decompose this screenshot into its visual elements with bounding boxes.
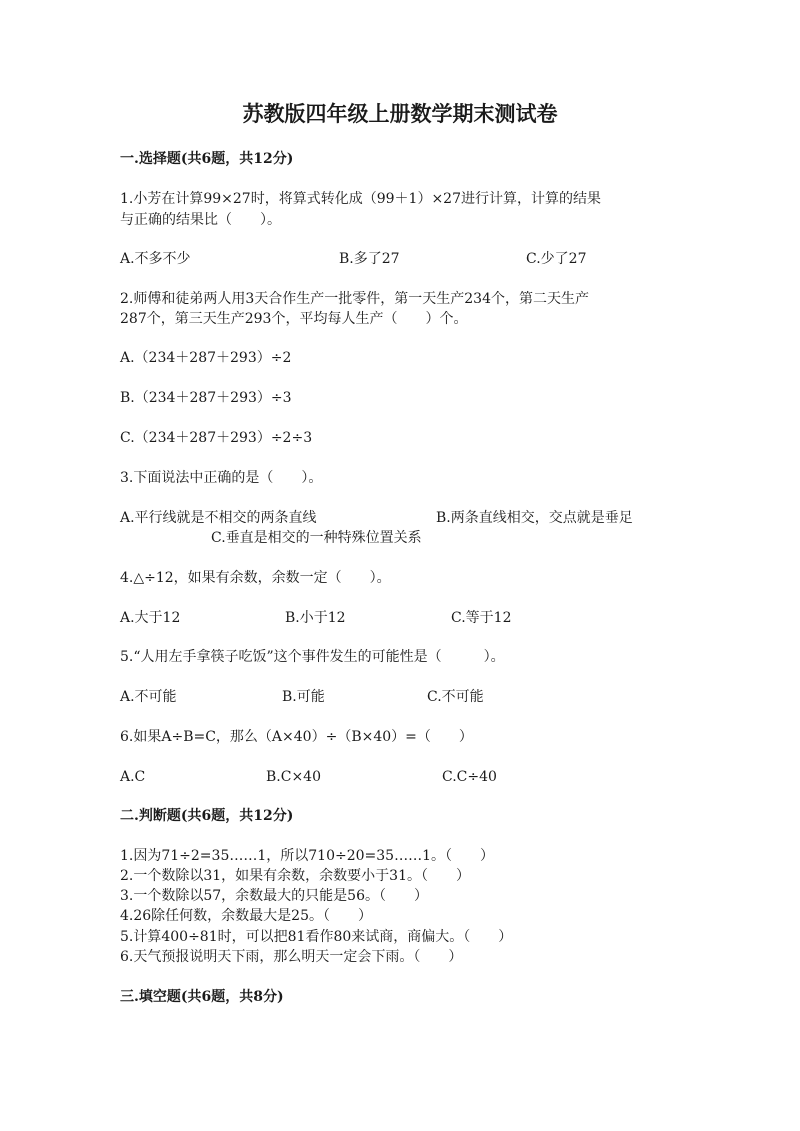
option-a: A.C bbox=[120, 769, 146, 785]
section-heading-judge: 二.判断题(共6题，共12分) bbox=[120, 808, 294, 824]
judge-item: 6.天气预报说明天下雨，那么明天一定会下雨。（ ） bbox=[120, 949, 463, 965]
option-b: B.两条直线相交，交点就是垂足 bbox=[436, 510, 633, 526]
option-c: C.等于12 bbox=[451, 610, 512, 626]
judge-item: 3.一个数除以57，余数最大的只能是56。（ ） bbox=[120, 888, 428, 904]
option-c: C.C÷40 bbox=[442, 769, 497, 785]
section-heading-fill: 三.填空题(共6题，共8分) bbox=[120, 989, 284, 1005]
question-stem-line: 2.师傅和徒弟两人用3天合作生产一批零件，第一天生产234个，第二天生产 bbox=[120, 291, 589, 307]
option-b: B.C×40 bbox=[266, 769, 321, 785]
option-a: A.不多不少 bbox=[120, 251, 191, 267]
judge-item: 1.因为71÷2=35……1，所以710÷20=35……1。（ ） bbox=[120, 848, 494, 864]
question-stem-line: 3.下面说法中正确的是（ ）。 bbox=[120, 470, 323, 486]
question-stem-line: 6.如果A÷B=C，那么（A×40）÷（B×40）=（ ） bbox=[120, 729, 473, 745]
option-c: C.垂直是相交的一种特殊位置关系 bbox=[211, 530, 422, 546]
judge-item: 4.26除任何数，余数最大是25。（ ） bbox=[120, 908, 372, 924]
question-stem-line: 4.△÷12，如果有余数，余数一定（ ）。 bbox=[120, 570, 391, 586]
question-stem-line: 5.“人用左手拿筷子吃饭”这个事件发生的可能性是（ ）。 bbox=[120, 649, 505, 665]
option-b: B.可能 bbox=[282, 689, 325, 705]
option-a: A.不可能 bbox=[120, 689, 177, 705]
option-c: C.少了27 bbox=[526, 251, 587, 267]
section-heading-choice: 一.选择题(共6题，共12分) bbox=[120, 151, 294, 167]
page-title: 苏教版四年级上册数学期末测试卷 bbox=[242, 101, 558, 126]
option-a: A.大于12 bbox=[120, 610, 181, 626]
option-a: A.（234＋287＋293）÷2 bbox=[120, 350, 292, 366]
option-b: B.多了27 bbox=[339, 251, 400, 267]
option-c: C.（234＋287＋293）÷2÷3 bbox=[120, 430, 313, 446]
option-a: A.平行线就是不相交的两条直线 bbox=[120, 510, 317, 526]
option-b: B.（234＋287＋293）÷3 bbox=[120, 390, 292, 406]
question-stem-line: 287个，第三天生产293个，平均每人生产（ ）个。 bbox=[120, 311, 468, 327]
option-c: C.不可能 bbox=[427, 689, 484, 705]
judge-item: 5.计算400÷81时，可以把81看作80来试商，商偏大。（ ） bbox=[120, 929, 513, 945]
option-b: B.小于12 bbox=[285, 610, 346, 626]
question-stem-line: 与正确的结果比（ ）。 bbox=[120, 212, 281, 228]
judge-item: 2.一个数除以31，如果有余数，余数要小于31。（ ） bbox=[120, 868, 470, 884]
question-stem-line: 1.小芳在计算99×27时，将算式转化成（99＋1）×27进行计算，计算的结果 bbox=[120, 191, 601, 207]
